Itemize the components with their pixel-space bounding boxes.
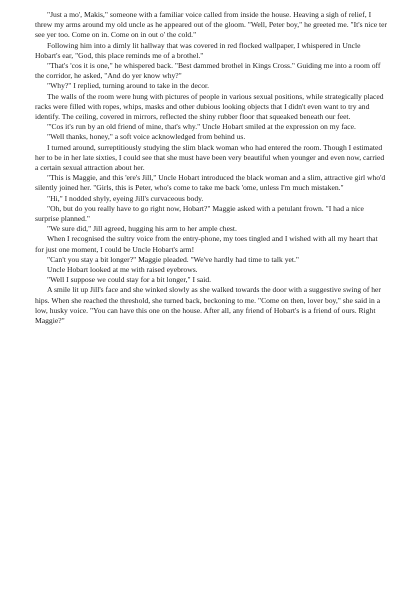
paragraph: The walls of the room were hung with pictures of people in various sexual positions, while strategically placed racks were filled with ropes, whips, masks and other dubious looking objects that I didn't even want to try and identify. The ceiling, covered in mirrors, reflected the shiny rubber floor that squeaked beneath our feet. [35,91,384,122]
paragraph: A smile lit up Jill's face and she winked slowly as she walked towards the door with a suggestive swing of her hips. When she reached the threshold, she turned back, beckoning to me. "Come on then, lover boy," she said in a low, husky voice. "You can have this one on the house. After all, any friend of Hobart's is a friend of ours. Right Maggie?" [35,285,381,326]
paragraph: "That's 'cos it is one," he whispered back. "Best dammed brothel in Kings Cross." Guiding me into a room off the corridor, he asked, "And do yer know why?" [35,61,381,81]
paragraph: "We sure did," Jill agreed, hugging his arm to her ample chest. [47,224,237,234]
paragraph: Following him into a dimly lit hallway that was covered in red flocked wallpaper, I whispered in Uncle Hobart's ear, "God, this place reminds me of a brothel." [35,40,361,60]
paragraph: "Well thanks, honey," a soft voice acknowledged from behind us. [47,132,246,142]
paragraph: "'Cos it's run by an old friend of mine, that's why." Uncle Hobart smiled at the expression on my face. [47,122,356,132]
paragraph: "This is Maggie, and this 'ere's Jill," Uncle Hobart introduced the black woman and a slim, attractive girl who'd silently joined her. "Girls, this is Peter, who's come to take me back 'ome, unless I'm much mistaken." [35,173,386,193]
paragraph: "Oh, but do you really have to go right now, Hobart?" Maggie asked with a petulant frown. "I had a nice surprise planned." [35,203,364,224]
paragraph: "Just a mo', Makis," someone with a familiar voice called from inside the house. Heaving a sigh of relief, I threw my arms around my old uncle as he appeared out of the gloom. "Well, Peter boy," he greeted me. "It's nice ter see yer too. Come on in. Come on in out o' the cold." [35,10,388,40]
paragraph: I turned around, surreptitiously studying the slim black woman who had entered the room. Though I estimated her to be in her late sixties, I could see that she must have been very beautiful when younger and even now, carried a certain sexual attraction about her. [35,142,385,173]
book-page [35,10,387,326]
paragraph: Uncle Hobart looked at me with raised eyebrows. [47,265,198,275]
paragraph: When I recognised the sultry voice from the entry-phone, my toes tingled and I wished with all my heart that for just one moment, I could be Uncle Hobart's arm! [35,234,378,254]
paragraph: "Well I suppose we could stay for a bit longer," I said. [47,275,212,285]
paragraph: "Can't you stay a bit longer?" Maggie pleaded. "We've hardly had time to talk yet." [47,254,299,264]
paragraph: "Hi," I nodded shyly, eyeing Jill's curvaceous body. [47,193,204,203]
paragraph: "Why?" I replied, turning around to take in the decor. [47,81,210,91]
